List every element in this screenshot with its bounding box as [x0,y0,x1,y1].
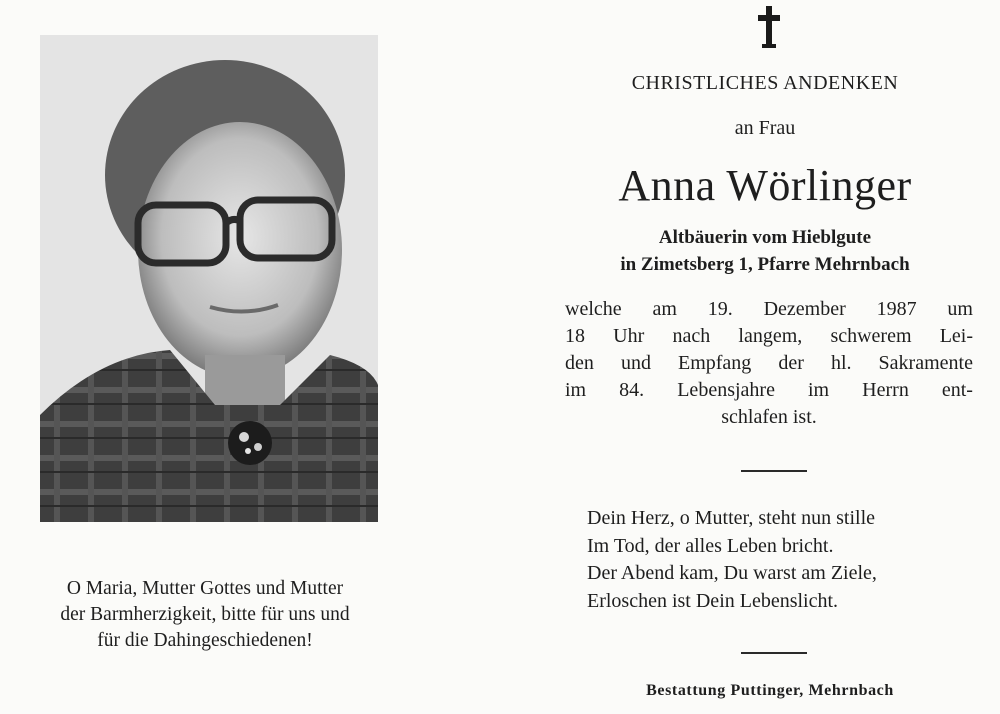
word: Empfang [677,352,752,374]
divider [741,652,807,654]
poem-line: Erloschen ist Dein Lebenslicht. [587,589,839,612]
occupation-line: Altbäuerin vom Hieblgute [658,227,872,248]
word: nach [672,325,711,347]
prayer-line: für die Dahingeschiedenen! [97,630,313,651]
death-notice [565,296,973,431]
word: 19. [707,298,733,320]
word: Dezember [763,298,846,320]
deceased-occupation [555,224,975,278]
death-notice-line [565,296,973,323]
poem [587,505,977,615]
word: im [808,379,830,401]
right-panel [555,0,975,714]
poem-line: Der Abend kam, Du warst am Ziele, [587,562,877,584]
word: Sakramente [878,352,973,374]
word: der [778,352,804,374]
card-heading: CHRISTLICHES ANDENKEN [631,72,899,94]
word: Uhr [613,325,645,347]
death-notice-line [565,377,973,404]
prayer-line: O Maria, Mutter Gottes und Mutter [66,578,344,599]
salutation: an Frau [734,117,796,139]
word: und [620,352,651,374]
word: hl. [830,352,852,374]
prayer-line: der Barmherzigkeit, bitte für uns und [60,604,350,625]
word: um [947,298,973,320]
death-notice-line [565,323,973,350]
word: 18 [565,325,585,347]
word: Herrn [862,379,909,401]
cross-icon [758,6,780,48]
portrait-photo [40,35,378,522]
undertaker-credit: Bestattung Puttinger, Mehrnbach [646,682,894,699]
word: den [565,352,594,374]
left-panel [0,0,410,714]
deceased-name: Anna Wörlinger [618,161,912,210]
death-notice-last-line: schlafen ist. [721,406,817,428]
word: ent- [941,379,973,401]
word: Lebensjahre [677,379,775,401]
occupation-line: in Zimetsberg 1, Pfarre Mehrnbach [620,254,910,275]
prayer-text [0,576,410,654]
word: 84. [619,379,645,401]
word: 1987 [876,298,917,320]
divider [741,470,807,472]
word: am [652,298,677,320]
portrait-illustration [40,35,378,522]
poem-line: Dein Herz, o Mutter, steht nun stille [587,507,876,529]
word: Lei- [939,325,973,347]
poem-line: Im Tod, der alles Leben bricht. [587,534,834,557]
word: langem, [738,325,803,347]
death-notice-line [565,350,973,377]
word: im [565,379,587,401]
word: welche [565,298,622,320]
word: schwerem [830,325,912,347]
